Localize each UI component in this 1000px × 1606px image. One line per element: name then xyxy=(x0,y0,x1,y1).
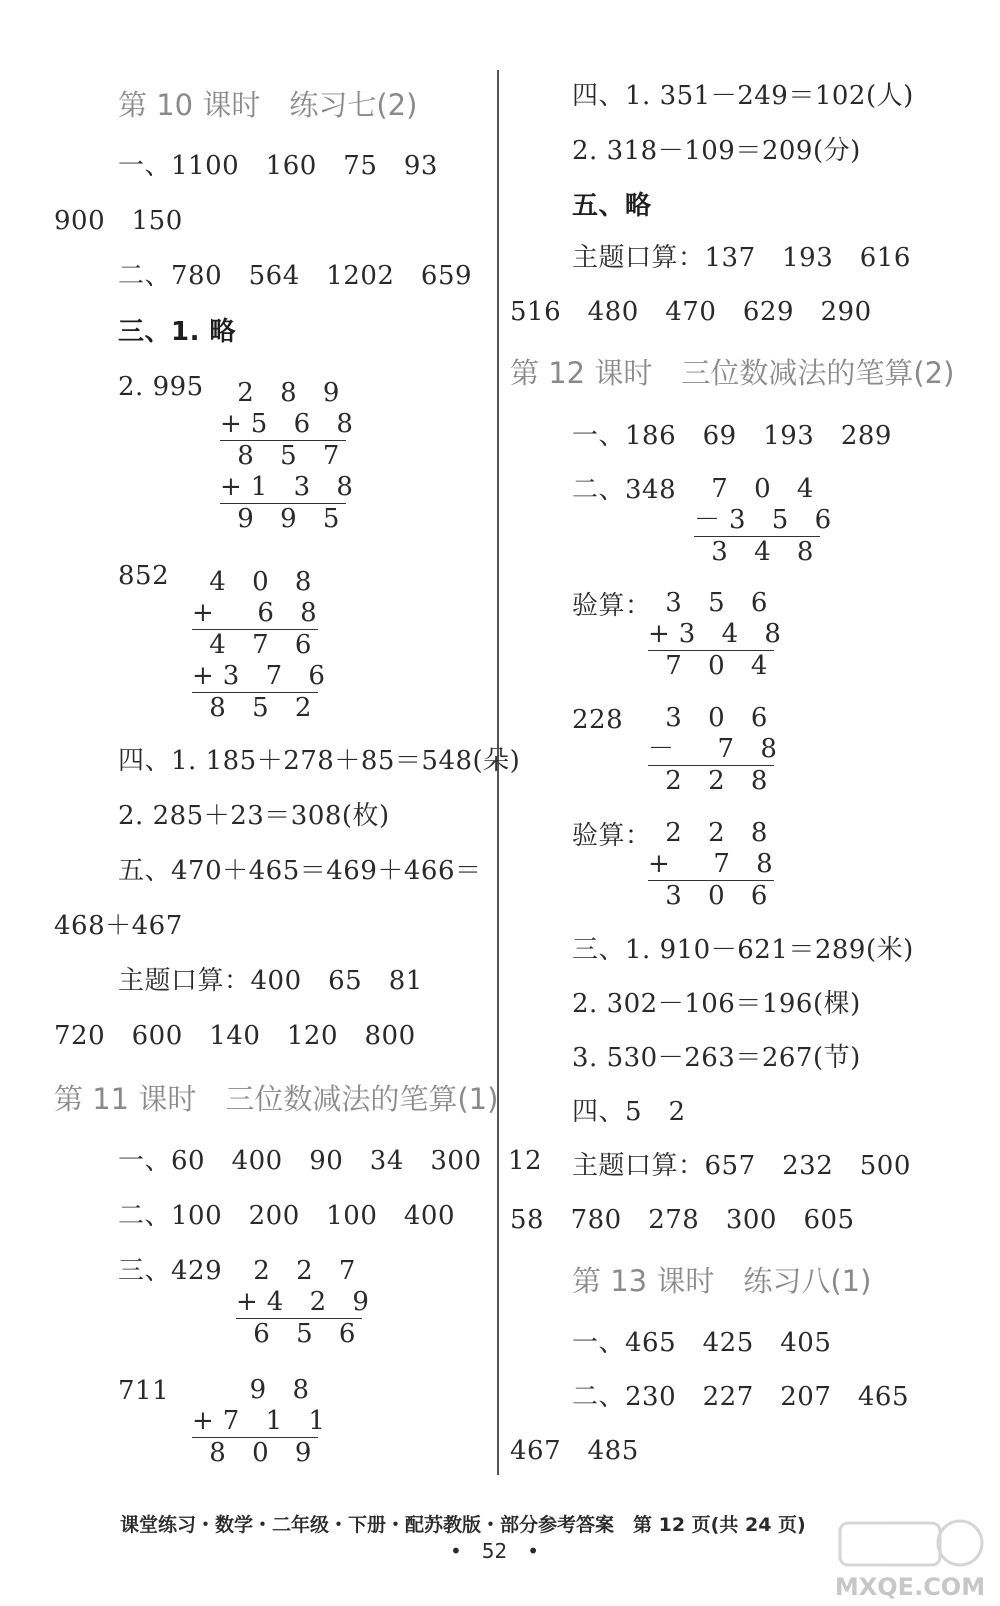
calc-row: +4 2 9 xyxy=(236,1287,378,1317)
calc-row: +3 7 6 xyxy=(192,661,334,691)
calc-row: 8 0 9 xyxy=(192,1438,321,1468)
answer-line: 852 xyxy=(118,561,170,591)
calc-row: 8 5 2 xyxy=(192,693,321,723)
answer-line: 58 780 278 300 605 xyxy=(510,1205,855,1235)
answer-line: 二、100 200 100 400 xyxy=(118,1201,456,1231)
answer-line: 2. 995 xyxy=(118,372,204,402)
answer-line: 468＋467 xyxy=(54,911,183,941)
answer-line: 四、1. 351－249＝102(人) xyxy=(572,81,914,111)
answer-line: 主题口算：400 65 81 xyxy=(118,966,423,996)
vertical-calculation xyxy=(192,1375,334,1469)
calc-row: +1 3 8 xyxy=(220,472,362,502)
calc-row: +3 4 8 xyxy=(648,619,790,649)
calc-row: +7 1 1 xyxy=(192,1406,334,1436)
answer-line: 五、略 xyxy=(572,191,652,221)
page-number: • 52 • xyxy=(450,1539,540,1563)
vertical-calculation xyxy=(236,1256,378,1350)
calc-row: 9 8 xyxy=(197,1375,318,1405)
answer-line: 二、230 227 207 465 xyxy=(572,1382,910,1412)
calc-row: 7 0 4 xyxy=(694,474,823,504)
answer-line: 五、470＋465＝469＋466＝ xyxy=(118,856,482,886)
answer-line: 验算： xyxy=(572,821,652,851)
vertical-calculation xyxy=(220,378,362,535)
answer-line: 二、348 xyxy=(572,475,677,505)
answer-line: 516 480 470 629 290 xyxy=(510,297,872,327)
calc-row: 6 5 6 xyxy=(236,1319,365,1349)
answer-line: 四、1. 185＋278＋85＝548(朵) xyxy=(118,746,521,776)
calc-row: 4 0 8 xyxy=(192,567,321,597)
vertical-calculation xyxy=(192,567,334,724)
lesson-12-heading: 第 12 课时 三位数减法的笔算(2) xyxy=(510,356,955,390)
watermark-logo xyxy=(830,1505,990,1603)
answer-line: 三、429 xyxy=(118,1256,223,1286)
calc-row: 9 9 5 xyxy=(220,504,349,534)
answer-line: 验算： xyxy=(572,591,652,621)
answer-line: 四、5 2 xyxy=(572,1097,686,1127)
lesson-10-heading: 第 10 课时 练习七(2) xyxy=(118,88,418,122)
logo-badge xyxy=(840,1523,940,1565)
vertical-calculation xyxy=(648,818,782,912)
calc-row: + 6 8 xyxy=(192,598,326,628)
answer-line: 三、1. 略 xyxy=(118,317,237,347)
vertical-calculation xyxy=(648,588,790,682)
answer-line: 3. 530－263＝267(节) xyxy=(572,1043,861,1073)
answer-line: 一、186 69 193 289 xyxy=(572,421,892,451)
calc-row: 3 0 6 xyxy=(648,703,777,733)
answer-line: 711 xyxy=(118,1376,170,1406)
answer-line: 900 150 xyxy=(54,206,183,236)
answer-line: 一、465 425 405 xyxy=(572,1328,832,1358)
logo-circle xyxy=(938,1521,982,1565)
calc-row: 7 0 4 xyxy=(648,651,777,681)
calc-row: + 7 8 xyxy=(648,849,782,879)
answer-line: 228 xyxy=(572,705,624,735)
calc-row: 3 5 6 xyxy=(648,588,777,618)
calc-row: 2 2 8 xyxy=(648,818,777,848)
calc-row: 2 2 7 xyxy=(236,1256,365,1286)
calc-row: 3 4 8 xyxy=(694,537,823,567)
answer-line: 三、1. 910－621＝289(米) xyxy=(572,935,914,965)
calc-row: +5 6 8 xyxy=(220,409,362,439)
calc-row: 3 0 6 xyxy=(648,881,777,911)
answer-line: 2. 302－106＝196(棵) xyxy=(572,989,861,1019)
answer-line: 主题口算：657 232 500 xyxy=(572,1151,911,1181)
page-footer: 课堂练习・数学・二年级・下册・配苏教版・部分参考答案 第 12 页(共 24 页) xyxy=(120,1514,806,1536)
vertical-calculation xyxy=(694,474,841,568)
answer-line: 2. 318－109＝209(分) xyxy=(572,136,861,166)
lesson-11-heading: 第 11 课时 三位数减法的笔算(1) xyxy=(54,1082,499,1116)
watermark-text: MXQE.COM xyxy=(834,1573,986,1601)
answer-line: 主题口算：137 193 616 xyxy=(572,243,911,273)
calc-row: － 7 8 xyxy=(648,734,786,764)
calc-row: 8 5 7 xyxy=(220,441,349,471)
calc-row: 2 8 9 xyxy=(220,378,349,408)
answer-line: 一、60 400 90 34 300 12 xyxy=(118,1146,543,1176)
answer-line: 一、1100 160 75 93 xyxy=(118,151,438,181)
answer-line: 720 600 140 120 800 xyxy=(54,1021,416,1051)
answer-line: 二、780 564 1202 659 xyxy=(118,261,473,291)
vertical-calculation xyxy=(648,703,786,797)
calc-row: 2 2 8 xyxy=(648,766,777,796)
answer-line: 467 485 xyxy=(510,1436,639,1466)
calc-row: －3 5 6 xyxy=(694,505,841,535)
calc-row: 4 7 6 xyxy=(192,630,321,660)
answer-line: 2. 285＋23＝308(枚) xyxy=(118,801,390,831)
lesson-13-heading: 第 13 课时 练习八(1) xyxy=(572,1264,872,1298)
